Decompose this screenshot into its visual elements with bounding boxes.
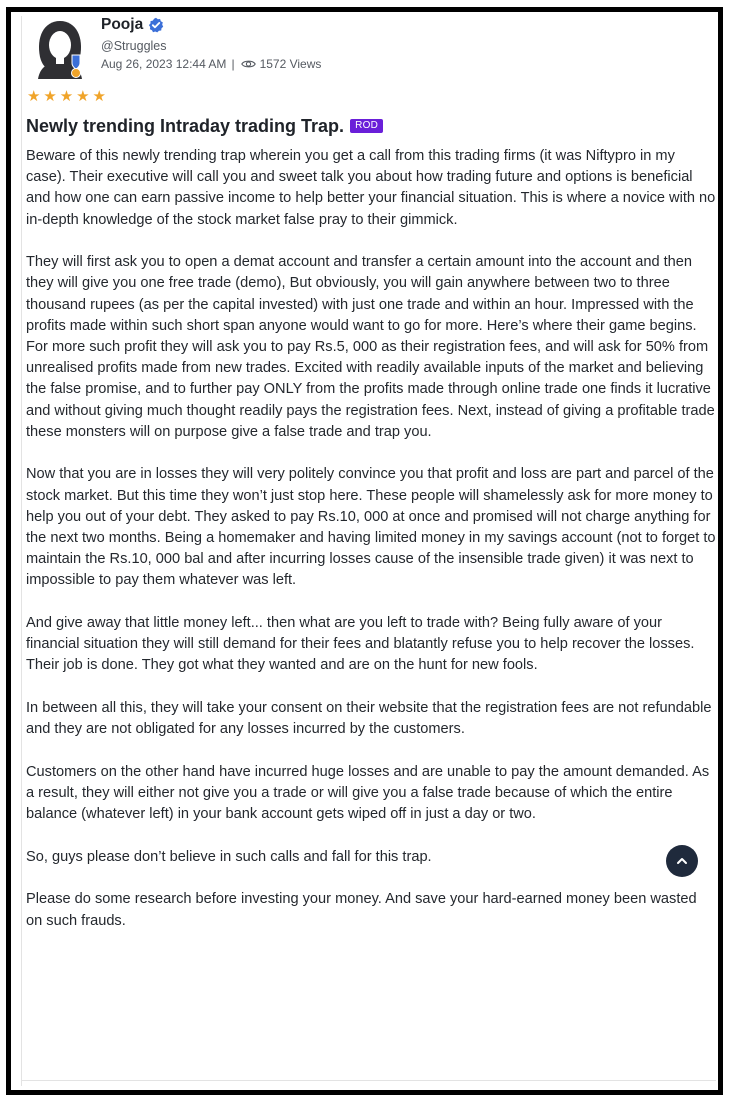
star-icon: ★	[59, 87, 74, 105]
author-handle[interactable]: @Struggles	[101, 39, 167, 53]
chevron-up-icon	[675, 854, 689, 868]
card-left-border	[21, 16, 22, 1086]
category-badge[interactable]: ROD	[350, 119, 383, 133]
star-icon: ★	[26, 87, 41, 105]
star-rating	[26, 87, 107, 105]
scroll-to-top-button[interactable]	[666, 845, 698, 877]
review-paragraph: So, guys please don’t believe in such calls and fall for this trap.	[26, 848, 432, 865]
verified-badge-icon	[148, 17, 164, 33]
view-count: 1572 Views	[259, 57, 322, 71]
meta-separator: |	[231, 57, 235, 71]
star-icon: ★	[92, 87, 106, 105]
eye-icon	[241, 59, 256, 69]
review-paragraph: They will first ask you to open a demat account and transfer a certain amount into the account and then they will give you one free trade (demo), But obviously, you will gain anywhere between two to three thousand rupees (as per the capital invested) with just one trade and within an hour. Impressed with the profits made within such short span anyone would want to go for more. Here’s where their game begins. For more such profit they will ask you to pay Rs.5, 000 as their registration fees, and will ask for 50% from unrealised profits made from new trades. Excited with readily available inputs of the market and believing the false promise, and to further pay ONLY from the profits made through online trade one finds it lucrative and without giving much thought readily pays the registration fees. Next, instead of giving a profitable trade these monsters will on purpose give a false trade and trap you.	[26, 254, 715, 440]
post-meta	[101, 55, 321, 73]
star-icon: ★	[43, 87, 57, 105]
review-card	[6, 7, 723, 1095]
author-name-row	[101, 14, 321, 36]
author-block	[101, 14, 321, 73]
review-paragraph: Beware of this newly trending trap wherein you get a call from this trading firms (it was Niftypro in my case). Their executive will call you and sweet talk you about how trading future and options is beneficial and how one can earn passive income to help better your financial situation. This is where a novice with no in-depth knowledge of the stock market false pray to their gimmick.	[26, 148, 716, 228]
review-paragraph: In between all this, they will take your consent on their website that the registration fees are not refundable and they are not obligated for any losses incurred by the customers.	[26, 700, 712, 738]
star-icon: ★	[76, 87, 90, 105]
review-paragraph: Now that you are in losses they will very politely convince you that profit and loss are part and parcel of the stock market. But this time they won’t just stop here. These people will shamelessly ask for more money to help you out of your debt. They asked to pay Rs.10, 000 at once and promised will not charge anything for the next two months. Being a homemaker and having limited money in my savings account (not to forget to maintain the Rs.10, 000 bal and after incurring losses cause of the insensible trade given) it was next to impossible to pay them whatever was left.	[26, 466, 716, 589]
review-body	[26, 146, 716, 953]
review-paragraph: And give away that little money left... then what are you left to trade with? Being fully aware of your financial situation they will still demand for their fees and blatantly refuse you to help recover the losses. Their job is done. They got what they wanted and are on the hunt for new fools.	[26, 615, 695, 674]
review-title-row	[26, 113, 383, 139]
post-timestamp: Aug 26, 2023 12:44 AM	[101, 57, 227, 71]
user-avatar-icon[interactable]	[32, 17, 88, 79]
card-bottom-border	[21, 1080, 716, 1081]
review-paragraph: Customers on the other hand have incurred huge losses and are unable to pay the amount demanded. As a result, they will either not give you a trade or will give you a false trade because of which the entire balance (whatever left) in your bank account gets wiped off in just a day or two.	[26, 763, 710, 823]
review-paragraph: Please do some research before investing your money. And save your hard-earned money been wasted on such frauds.	[26, 891, 697, 929]
author-name[interactable]: Pooja	[101, 16, 144, 33]
review-title: Newly trending Intraday trading Trap.	[26, 115, 345, 136]
